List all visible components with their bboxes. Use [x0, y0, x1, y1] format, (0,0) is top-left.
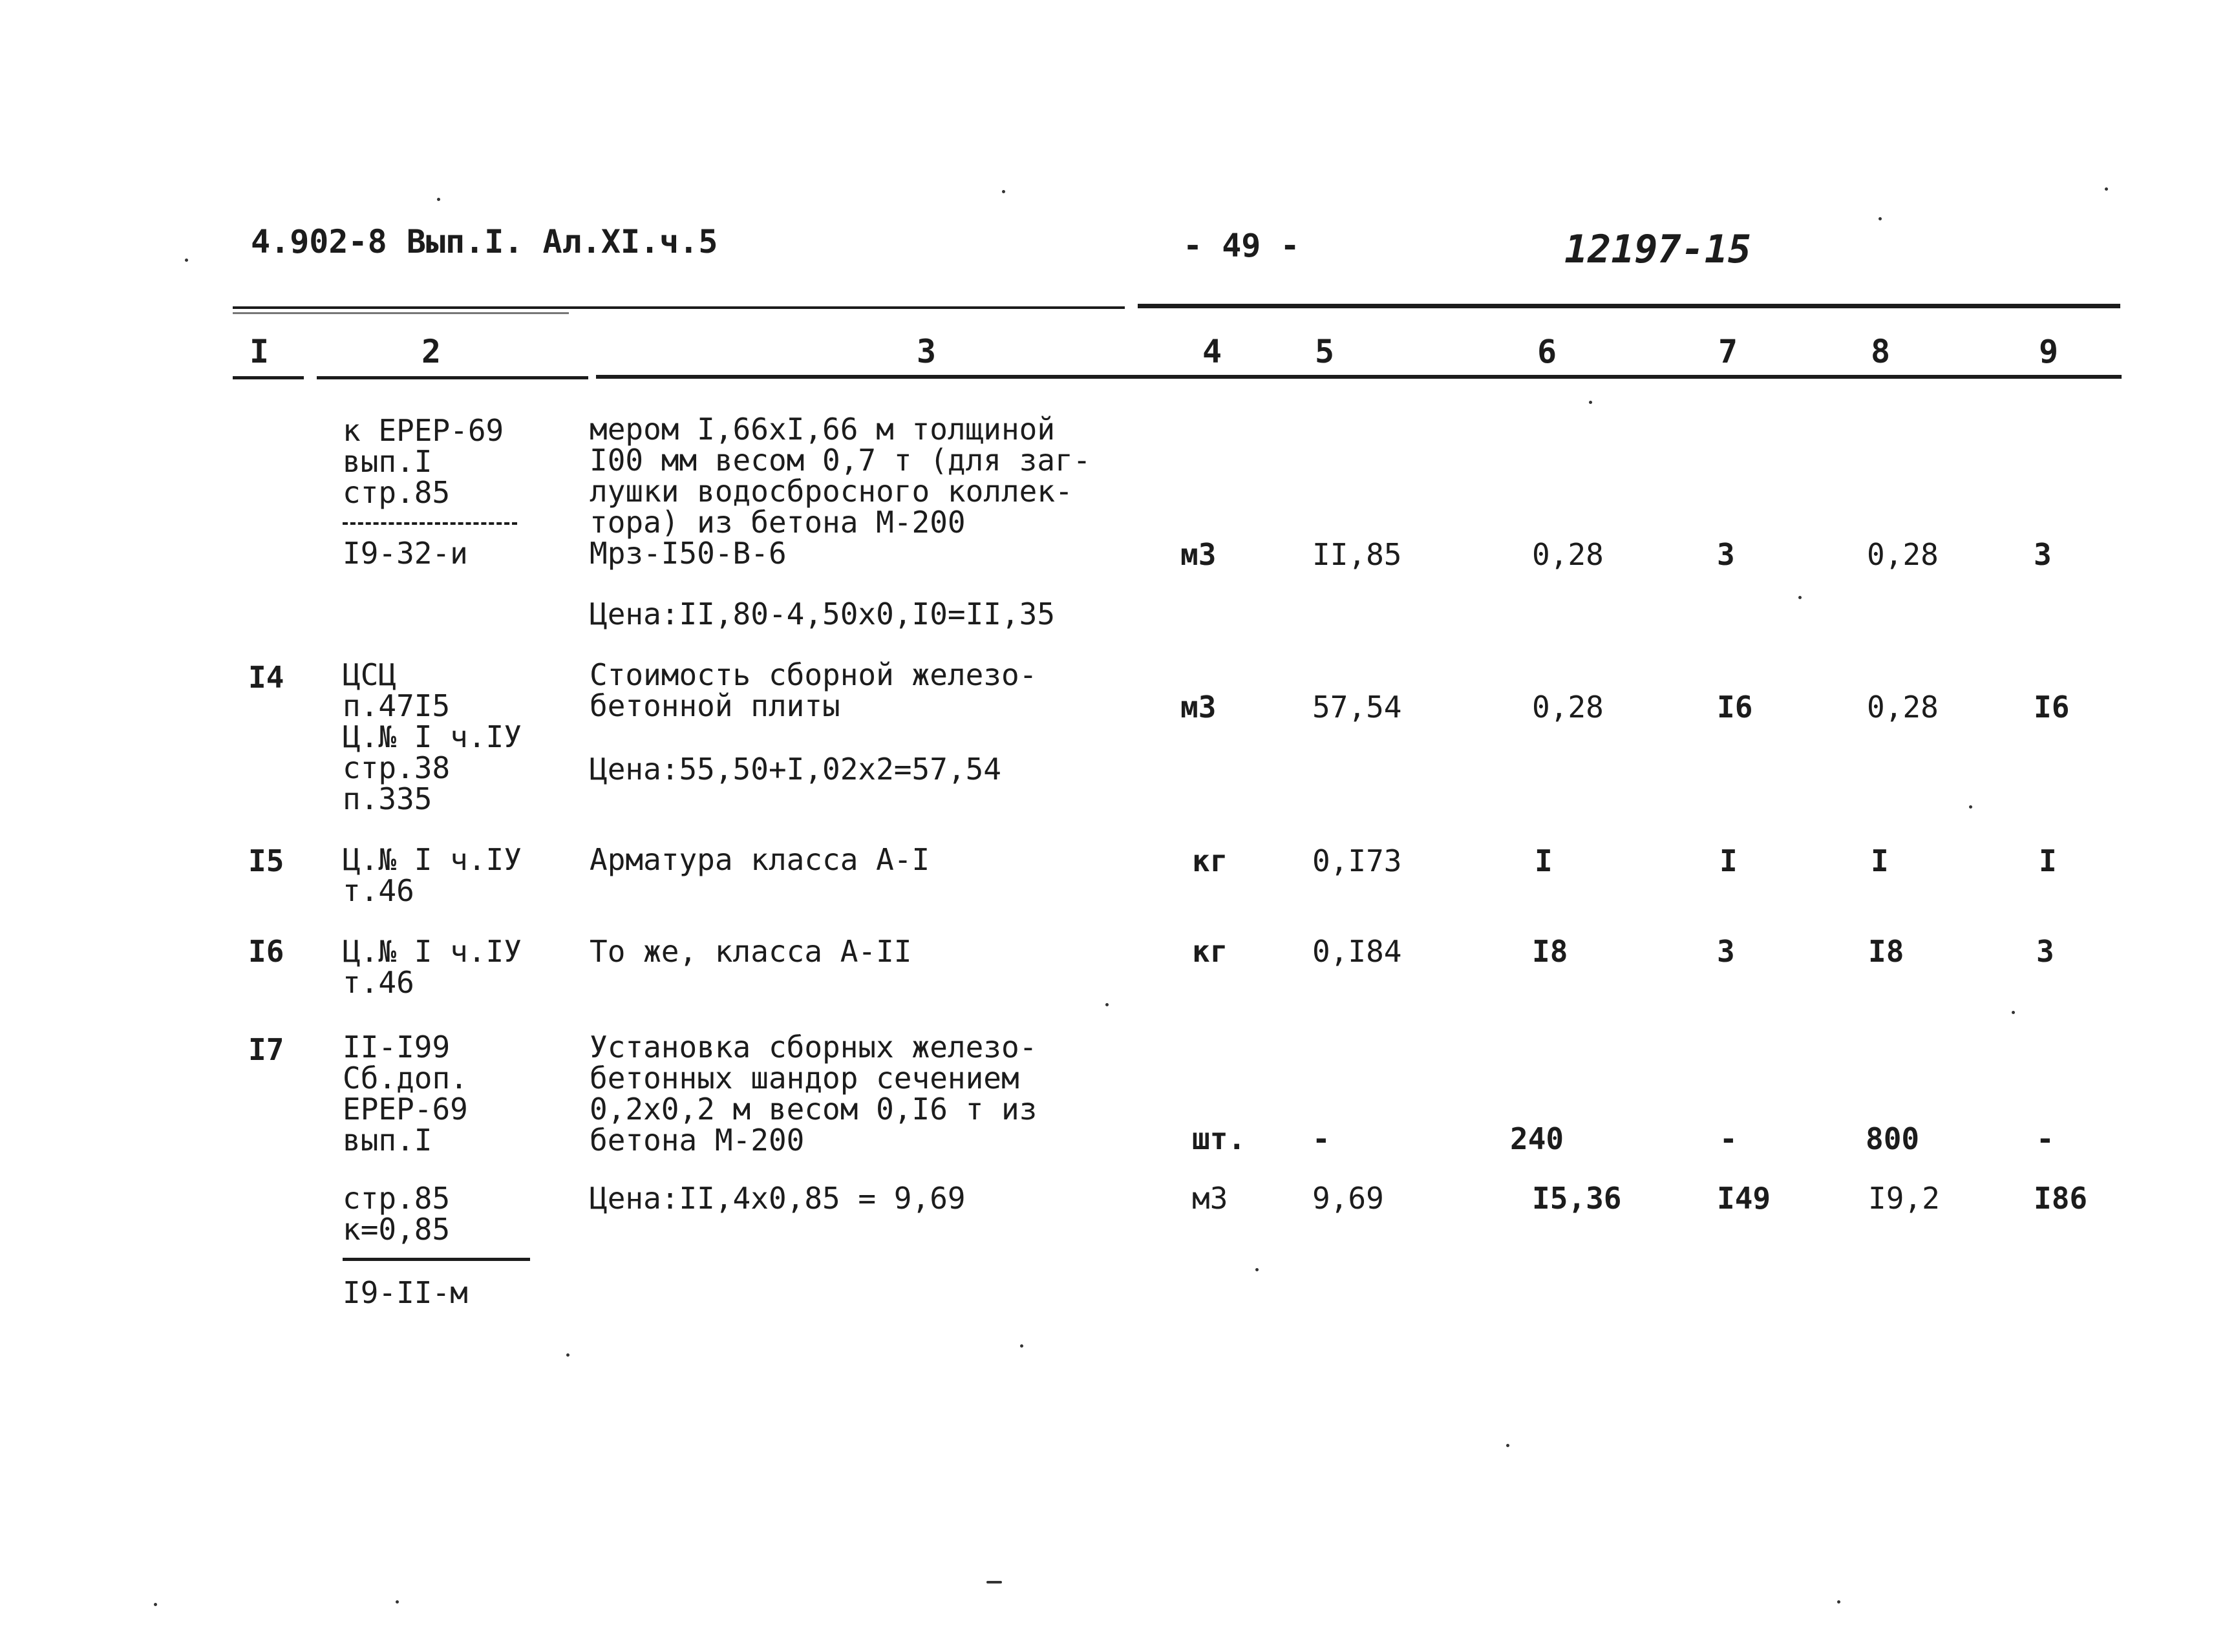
col-header-8: 8 [1871, 333, 1891, 370]
cell-col5: 0,I84 [1312, 934, 1402, 969]
unit-cell: м3 [1180, 537, 1217, 572]
row-code-line: Ц.№ I ч.IУ [343, 842, 522, 877]
row-description-line: лушки водосбросного коллек- [590, 474, 1073, 509]
col-header-7: 7 [1718, 333, 1738, 370]
row-number: I6 [248, 934, 284, 969]
col-header-3: 3 [917, 333, 937, 370]
scan-speck [185, 259, 188, 262]
cell-col9: I [2039, 843, 2057, 878]
code-separator [343, 1258, 530, 1261]
top-rule-left [233, 306, 1125, 309]
header-rule-3 [596, 375, 2122, 379]
col-header-9: 9 [2039, 333, 2059, 370]
scan-speck [1837, 1600, 1840, 1604]
cell-col6: 0,28 [1532, 690, 1604, 725]
scan-speck [1255, 1268, 1259, 1271]
row-description-line: Установка сборных железо- [590, 1030, 1038, 1064]
row-description-line: бетонных шандор сечением [590, 1061, 1019, 1096]
row-code-line: Сб.доп. [343, 1061, 468, 1096]
row-description-line: Стоимость сборной железо- [590, 657, 1038, 692]
scan-speck [1798, 596, 1802, 599]
row-code-line: п.47I5 [343, 688, 451, 723]
row-code-line: стр.38 [343, 750, 451, 785]
cell-col8: I9,2 [1868, 1181, 1940, 1216]
cell-col9: I6 [2034, 690, 2070, 725]
row-code-line: к ЕРЕР-69 [343, 413, 504, 448]
col-header-5: 5 [1315, 333, 1335, 370]
col-header-2: 2 [421, 333, 442, 370]
row-code-line: I9-II-м [343, 1275, 468, 1310]
cell-col8: I8 [1868, 934, 1904, 969]
price-note: Цена:II,4x0,85 = 9,69 [590, 1181, 966, 1216]
cell-col8: 800 [1866, 1121, 1920, 1156]
scan-speck [437, 198, 440, 201]
scan-speck [1969, 805, 1972, 809]
scan-speck [1002, 190, 1005, 193]
row-code-line: I9-32-и [343, 536, 468, 571]
scan-speck [2012, 1011, 2015, 1014]
row-description-line: Арматура класса А-I [590, 842, 930, 877]
cell-col6: 240 [1510, 1121, 1564, 1156]
handwritten-stamp: 12197-15 [1564, 227, 1751, 272]
cell-col7: I [1719, 843, 1738, 878]
cell-col6: I [1535, 843, 1553, 878]
scan-speck [2105, 187, 2108, 191]
row-code-line: к=0,85 [343, 1212, 451, 1247]
row-code-line: ЕРЕР-69 [343, 1092, 468, 1127]
row-code-line: ЦСЦ [343, 657, 397, 692]
cell-col7: - [1719, 1121, 1738, 1156]
document-code: 4.902-8 Вып.I. Ал.XI.ч.5 [251, 223, 718, 260]
row-number: I4 [248, 660, 284, 695]
code-separator [343, 522, 517, 525]
row-code-line: т.46 [343, 873, 414, 908]
row-description-line: I00 мм весом 0,7 т (для заг- [590, 443, 1091, 478]
page-number: - 49 - [1183, 227, 1300, 264]
scan-speck [1020, 1344, 1023, 1348]
unit-cell: м3 [1192, 1181, 1228, 1216]
cell-col5: II,85 [1312, 537, 1402, 572]
cell-col5: 57,54 [1312, 690, 1402, 725]
top-rule-thin [233, 312, 569, 314]
cell-col8: I [1871, 843, 1889, 878]
cell-col5: 0,I73 [1312, 843, 1402, 878]
row-code-line: Ц.№ I ч.IУ [343, 934, 522, 969]
scan-speck [566, 1353, 570, 1357]
top-rule-right [1138, 304, 2120, 308]
row-description-line: тора) из бетона М-200 [590, 505, 966, 540]
row-code-line: Ц.№ I ч.IУ [343, 719, 522, 754]
unit-cell: кг [1192, 934, 1228, 969]
cell-col7: 3 [1717, 934, 1735, 969]
price-note: Цена:55,50+I,02x2=57,54 [590, 752, 1001, 787]
scan-speck [986, 1581, 1002, 1583]
row-description-line: бетонной плиты [590, 688, 840, 723]
row-description-line: бетона М-200 [590, 1123, 805, 1158]
cell-col6: I8 [1532, 934, 1568, 969]
scan-speck [396, 1600, 399, 1604]
col-header-6: 6 [1537, 333, 1557, 370]
row-description-line: Мрз-I50-В-6 [590, 536, 787, 571]
unit-cell: шт. [1192, 1121, 1246, 1156]
price-note: Цена:II,80-4,50x0,I0=II,35 [590, 597, 1056, 631]
row-description-line: 0,2x0,2 м весом 0,I6 т из [590, 1092, 1038, 1127]
scan-speck [1589, 401, 1592, 404]
cell-col7: I6 [1717, 690, 1753, 725]
cell-col8: 0,28 [1867, 690, 1939, 725]
scan-speck [1879, 217, 1882, 220]
cell-col8: 0,28 [1867, 537, 1939, 572]
header-rule-2 [317, 376, 588, 379]
row-code-line: п.335 [343, 781, 432, 816]
cell-col5: 9,69 [1312, 1181, 1384, 1216]
cell-col5: - [1312, 1121, 1330, 1156]
scan-speck [1105, 1003, 1109, 1006]
scan-speck [154, 1603, 157, 1606]
col-header-4: 4 [1202, 333, 1222, 370]
cell-col9: 3 [2036, 934, 2054, 969]
row-code-line: вып.I [343, 1123, 432, 1158]
header-rule-1 [233, 376, 304, 379]
cell-col7: I49 [1717, 1181, 1771, 1216]
cell-col6: I5,36 [1532, 1181, 1622, 1216]
cell-col6: 0,28 [1532, 537, 1604, 572]
unit-cell: м3 [1180, 690, 1217, 725]
row-number: I7 [248, 1032, 284, 1067]
cell-col9: I86 [2034, 1181, 2088, 1216]
row-description-line: То же, класса А-II [590, 934, 912, 969]
row-code-line: стр.85 [343, 475, 451, 510]
row-code-line: вып.I [343, 444, 432, 479]
row-description-line: мером I,66xI,66 м толщиной [590, 412, 1056, 447]
col-header-1: I [250, 333, 270, 370]
scan-speck [1506, 1444, 1509, 1447]
row-code-line: II-I99 [343, 1030, 451, 1064]
cell-col9: - [2036, 1121, 2054, 1156]
row-number: I5 [248, 843, 284, 878]
cell-col7: 3 [1717, 537, 1735, 572]
row-code-line: стр.85 [343, 1181, 451, 1216]
unit-cell: кг [1192, 843, 1228, 878]
row-code-line: т.46 [343, 965, 414, 1000]
cell-col9: 3 [2034, 537, 2052, 572]
